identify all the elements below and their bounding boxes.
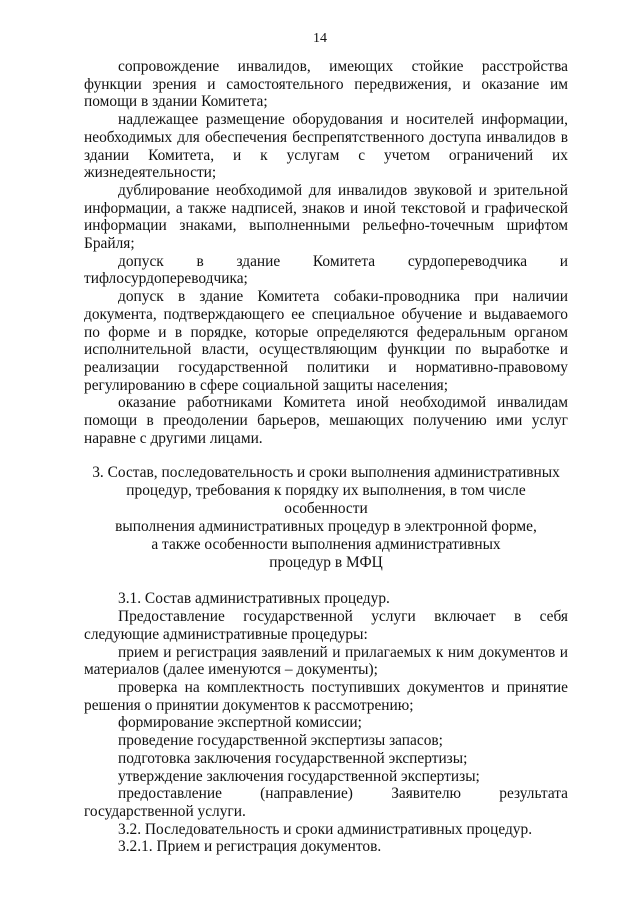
list-item-conclusion-preparation: подготовка заключения государственной экспертизы; [118, 749, 468, 767]
paragraph-interpreter-access: допуск в здание Комитета сурдопереводчика и тифлосурдопереводчика; [84, 252, 568, 288]
section-heading-line: процедур, требования к порядку их выполнения, в том числе особенности [126, 482, 526, 518]
paragraph-info-duplication: дублирование необходимой для инвалидов звуковой и зрительной информации, а также надписей, знаков и иной текстовой и графической информации знаками, выполненными рельефно-точечным шрифтом Брайля; [84, 181, 568, 253]
paragraph-equipment-placement: надлежащее размещение оборудования и носителей информации, необходимых для обеспечения беспрепятственного доступа инвалидов в здании Комитета, и к услугам с учетом ограничений их жизнедеятельности; [84, 111, 568, 182]
paragraph-guide-dog-access: допуск в здание Комитета собаки-проводника при наличии документа, подтверждающего ее специальное обучение и выдаваемого по форме и в порядке, которые определяются федеральным органом исполнительной власти, осуществляющим функции по выработке и реализации государственной политики и нормативно-правовому регулированию в сфере социальной защиты населения; [84, 288, 568, 394]
document-body [84, 58, 568, 856]
paragraph-procedures-intro: Предоставление государственной услуги включает в себя следующие административные процедуры: [84, 608, 568, 643]
spacer [84, 447, 568, 464]
section-heading-line: выполнения административных процедур в электронной форме, [115, 518, 537, 536]
paragraph-3-2-1-title: 3.2.1. Прием и регистрация документов. [118, 838, 382, 856]
paragraph-3-1-title: 3.1. Состав административных процедур. [118, 590, 390, 608]
list-item-completeness-check: проверка на комплектность поступивших документов и принятие решения о принятии документов к рассмотрению; [84, 678, 568, 714]
list-item-commission: формирование экспертной комиссии; [118, 714, 362, 732]
section-heading-line: 3. Состав, последовательность и сроки выполнения административных [92, 464, 560, 482]
section-heading-line: а также особенности выполнения административных [151, 536, 501, 554]
spacer [84, 572, 568, 590]
section-heading [84, 464, 568, 572]
list-item-conclusion-approval: утверждение заключения государственной экспертизы; [118, 767, 480, 785]
paragraph-3-2-title: 3.2. Последовательность и сроки административных процедур. [118, 820, 533, 838]
page-number: 14 [313, 31, 327, 46]
list-item-result-delivery: предоставление (направление) Заявителю результата государственной услуги. [84, 785, 568, 820]
paragraph-support-disabled: сопровождение инвалидов, имеющих стойкие расстройства функции зрения и самостоятельного передвижения, и оказание им помощи в здании Комитета; [84, 58, 568, 111]
paragraph-staff-assistance: оказание работниками Комитета иной необходимой инвалидам помощи в преодолении барьеров, мешающих получению ими услуг наравне с другими лицами. [84, 394, 568, 447]
list-item-expertise: проведение государственной экспертизы запасов; [118, 732, 443, 750]
list-item-reception: прием и регистрация заявлений и прилагаемых к ним документов и материалов (далее именуются – документы); [84, 643, 568, 679]
section-heading-line: процедур в МФЦ [269, 554, 383, 572]
